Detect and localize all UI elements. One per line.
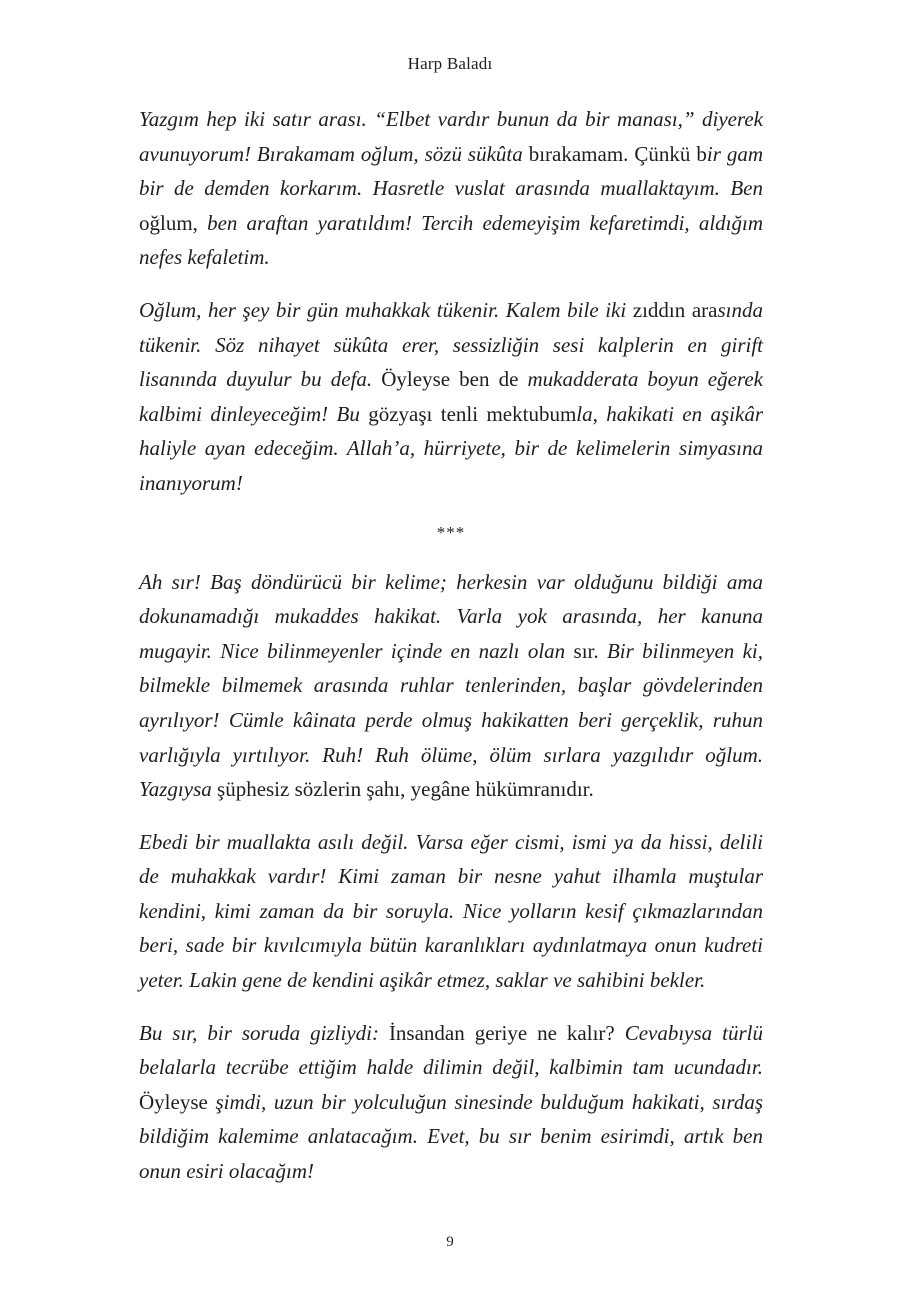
text-run: oğlum, <box>139 210 198 235</box>
text-run: İnsandan geriye ne kalır? <box>388 1020 625 1045</box>
running-title: Harp Baladı <box>407 54 493 73</box>
paragraph-2 <box>139 293 763 501</box>
text-run: şimdi, uzun bir yolculuğun sinesinde bulduğum hakikati, sırdaş bildiğim kalemime anlatacağım. Evet, bu sır benim esirimdi, artık ben onun esiri olacağım! <box>139 1089 763 1184</box>
paragraph-3 <box>139 565 763 807</box>
text-run: şüphesiz sözlerin şahı, yegâne hükümranıdır. <box>217 777 594 802</box>
text-run: Oğlum, her şey bir gün muhakkak tükenir. Kalem bile iki <box>139 297 633 322</box>
text-run: sında tükenir. Söz nihayet sükûta erer, sessizliğin sesi kalplerin en girift lisanında duyulur bu defa. <box>139 297 763 392</box>
text-run: Öyleyse <box>139 1089 216 1114</box>
text-run: Ebedi bir muallakta asılı değil. Varsa eğer cismi, ismi ya da hissi, delili de muhakkak vardır! Kimi zaman bir nesne yahut ilhamla muştular kendini, kimi zaman da bir soruyla. Nice yolların kesif çıkmazlarından beri, sade bir kıvılcımıyla bütün karanlıkları aydınlatmaya onun kudreti yeter. Lakin gene de kendini aşikâr etmez, saklar ve sahibini bekler. <box>139 829 763 993</box>
section-separator: *** <box>436 522 466 542</box>
text-run: zıddın ara <box>632 297 718 322</box>
paragraph-4 <box>139 825 763 998</box>
text-run: la, hakikati en aşikâr haliyle ayan edeceğim. Allah’a, hürriyete, bir de kelimelerin simyasına inanıyorum! <box>139 401 763 495</box>
paragraph-1 <box>139 102 763 275</box>
text-run: Ah sır! Baş döndürücü bir kelime; herkesin var olduğunu bildiği ama dokunamadığı mukaddes hakikat. Varla yok arasında, her kanuna mugayir. Nice bilinmeyenler içinde en nazlı olan <box>139 569 763 663</box>
text-run: ben araftan yaratıldım! Tercih edemeyişim kefaretimdi, aldığım nefes kefaletim. <box>139 210 763 270</box>
text-run: Bir bilinmeyen ki, bilmekle bilmemek arasında ruhlar tenlerinden, başlar gövdelerinden ayrılıyor! Cümle kâinata perde olmuş hakikatten beri gerçeklik, ruhun varlığıyla yırtılıyor. Ruh! Ruh ölüme, ölüm sırlara yazgılıdır oğlum. Yazgıysa <box>139 638 764 802</box>
text-run: sır. <box>573 638 599 663</box>
paragraph-5 <box>139 1016 763 1189</box>
text-run: gözyaşı tenli mektubum <box>368 401 577 426</box>
text-run: mukadderata boyun eğerek kalbimi dinleyeceğim! Bu <box>139 367 763 426</box>
text-run: Bu sır, bir soruda gizliydi: <box>139 1020 389 1045</box>
page-number: 9 <box>446 1234 454 1250</box>
body-text <box>139 102 763 1207</box>
text-run: Yazgım hep iki satır arası. “Elbet vardır bunun da bir manası,” diyerek avunuyorum! Bırakamam oğlum, sözü sükûta <box>139 107 763 166</box>
text-run: ir gam bir de demden korkarım. Hasretle vuslat arasında muallaktayım. Ben <box>139 141 763 201</box>
text-run: Cevabıysa türlü belalarla tecrübe ettiğim halde dilimin değil, kalbimin tam ucundadır. <box>139 1020 763 1080</box>
text-run: bırakamam. Çünkü b <box>528 141 707 166</box>
text-run: Öyleyse ben de <box>381 367 528 392</box>
